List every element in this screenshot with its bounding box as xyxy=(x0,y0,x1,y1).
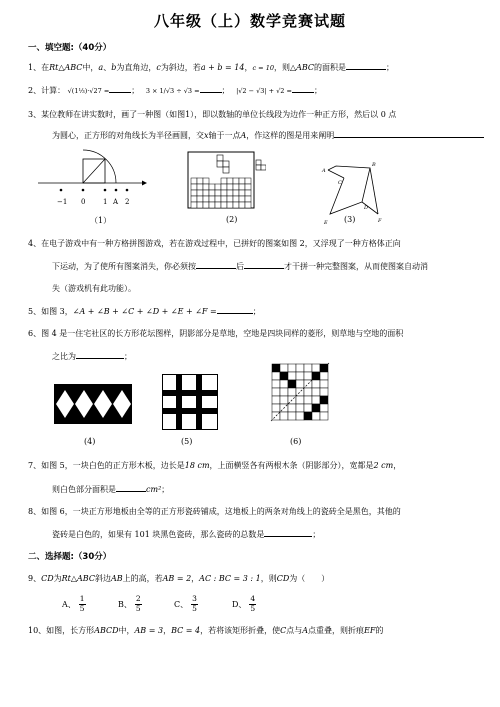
answer-blank[interactable] xyxy=(334,129,484,138)
white-tile xyxy=(312,380,320,388)
falling-piece xyxy=(217,155,229,173)
puzzle-tile xyxy=(233,202,239,208)
white-tile xyxy=(320,380,328,388)
white-tile xyxy=(312,364,320,372)
answer-blank[interactable] xyxy=(217,305,253,314)
answer-blank[interactable] xyxy=(346,61,386,70)
question-4-line-3: 失（游戏机有此功能）。 xyxy=(52,284,136,293)
question-10: 10、如图，长方形ABCD中，AB = 3，BC = 4，若将该矩形折叠，使C点与A点重叠，则折痕EF的 xyxy=(28,626,384,635)
puzzle-tile xyxy=(203,202,209,208)
puzzle-tile xyxy=(221,184,227,190)
white-tile xyxy=(312,412,320,420)
answer-blank[interactable] xyxy=(200,84,222,93)
white-tile xyxy=(304,364,312,372)
puzzle-tile xyxy=(245,202,251,208)
page-title: 八年级（上）数学竞赛试题 xyxy=(153,12,346,30)
figure-4-caption: (4) xyxy=(84,437,96,446)
white-tile xyxy=(296,412,304,420)
white-tile xyxy=(304,372,312,380)
puzzle-tile xyxy=(239,202,245,208)
white-tile xyxy=(296,388,304,396)
white-tile xyxy=(280,380,288,388)
white-tile xyxy=(288,388,296,396)
puzzle-tile xyxy=(245,178,251,184)
figure-6-caption: (6) xyxy=(290,437,302,446)
puzzle-tile xyxy=(191,196,197,202)
question-7-line-1: 7、如图 5，一块白色的正方形木板，边长是18 cm，上面横竖各有两根木条（阴影部分），宽都是2 cm， xyxy=(28,461,402,470)
puzzle-tile xyxy=(239,196,245,202)
white-tile xyxy=(296,364,304,372)
question-9: 9、CD为Rt△ABC斜边AB上的高，若AB = 2，AC : BC = 3 : 1，则CD为（ ） xyxy=(28,574,330,583)
puzzle-tile xyxy=(233,196,239,202)
white-tile xyxy=(272,380,280,388)
answer-blank[interactable] xyxy=(244,260,284,269)
svg-text:F: F xyxy=(378,218,382,224)
svg-text:E: E xyxy=(324,220,328,226)
next-piece xyxy=(256,160,266,170)
puzzle-tile xyxy=(215,190,221,196)
puzzle-tile xyxy=(221,196,227,202)
puzzle-tile xyxy=(215,196,221,202)
figure-4-flowerbed xyxy=(54,384,132,424)
puzzle-tile xyxy=(209,184,215,190)
black-tile xyxy=(280,372,288,380)
white-board xyxy=(163,375,218,430)
white-tile xyxy=(272,404,280,412)
question-2: 2、计算： √(1⅓)·√27 = ； 3 × 1/√3 ÷ √3 = ； |√2 − √3| + √2 = ； xyxy=(28,86,322,95)
white-tile xyxy=(296,396,304,404)
white-tile xyxy=(288,364,296,372)
figure-3-caption: (3) xyxy=(344,215,356,224)
white-tile xyxy=(280,388,288,396)
black-tile xyxy=(304,412,312,420)
white-tile xyxy=(312,396,320,404)
puzzle-tile xyxy=(227,202,233,208)
white-tile xyxy=(280,412,288,420)
puzzle-tile xyxy=(203,178,209,184)
section-multiple-choice: 二、选择题:（30分） xyxy=(28,552,112,562)
question-1: 1、在Rt△ABC中，a、b为直角边，c为斜边，若a + b = 14，c = 10，则△ABC的面积是 ； xyxy=(28,63,395,72)
figure-1-caption: （1） xyxy=(90,216,112,225)
puzzle-tile xyxy=(209,202,215,208)
square-diagonal xyxy=(83,159,105,183)
puzzle-tile xyxy=(203,196,209,202)
question-8-line-1: 8、如图 6，一块正方形地板由全等的正方形瓷砖铺成，这地板上的两条对角线上的瓷砖全是黑色，其他的 xyxy=(28,507,401,516)
puzzle-tile xyxy=(245,190,251,196)
tick-label: 0 xyxy=(81,198,86,206)
puzzle-tile xyxy=(209,190,215,196)
axis-arrow xyxy=(142,181,147,186)
tick-label: 1 xyxy=(103,198,108,206)
answer-blank[interactable] xyxy=(264,528,312,537)
question-8-line-2: 瓷砖是白色的，如果有 101 块黑色瓷砖，那么瓷砖的总数是 ； xyxy=(52,530,321,539)
figure-1-number-line xyxy=(38,148,148,210)
question-5: 5、如图 3，∠A + ∠B + ∠C + ∠D + ∠E + ∠F = ； xyxy=(28,307,261,316)
svg-text:A: A xyxy=(322,168,326,174)
white-tile xyxy=(296,404,304,412)
figure-6-tile-floor xyxy=(270,362,330,422)
white-tile xyxy=(312,388,320,396)
puzzle-tile xyxy=(197,202,203,208)
white-tile xyxy=(320,388,328,396)
puzzle-tile xyxy=(239,184,245,190)
figure-2-caption: (2) xyxy=(226,215,238,224)
white-tile xyxy=(280,364,288,372)
white-tile xyxy=(272,372,280,380)
white-tile xyxy=(296,380,304,388)
puzzle-tile xyxy=(245,196,251,202)
black-tile xyxy=(288,380,296,388)
puzzle-tile xyxy=(197,196,203,202)
puzzle-tile xyxy=(227,196,233,202)
puzzle-tile xyxy=(197,184,203,190)
answer-blank[interactable] xyxy=(116,483,146,492)
puzzle-tile xyxy=(209,196,215,202)
puzzle-tile xyxy=(203,184,209,190)
tick-label: A xyxy=(113,198,119,206)
puzzle-tile xyxy=(221,202,227,208)
question-6-line-2: 之比为 ； xyxy=(52,352,132,361)
puzzle-tile xyxy=(197,178,203,184)
puzzle-tile xyxy=(239,178,245,184)
puzzle-tile xyxy=(227,178,233,184)
puzzle-tile xyxy=(245,184,251,190)
white-tile xyxy=(272,388,280,396)
puzzle-tile xyxy=(191,202,197,208)
puzzle-tile xyxy=(239,190,245,196)
option-b[interactable]: B、 $\frac{2}{5}$ xyxy=(118,594,141,613)
question-3-line-2: 为圆心，正方形的对角线长为半径画圆，交x轴于一点A，作这样的图是用来阐明 xyxy=(52,129,484,142)
floor-tiles xyxy=(272,364,328,420)
answer-blank[interactable] xyxy=(76,350,124,359)
white-tile xyxy=(320,404,328,412)
puzzle-tile xyxy=(233,178,239,184)
tick-label: 2 xyxy=(125,198,130,206)
puzzle-tile xyxy=(221,190,227,196)
svg-text:B: B xyxy=(372,162,376,168)
puzzle-tile xyxy=(191,184,197,190)
question-7-line-2: 则白色部分面积是 cm²； xyxy=(52,485,170,494)
puzzle-tile xyxy=(215,202,221,208)
white-tile xyxy=(296,372,304,380)
white-tile xyxy=(280,396,288,404)
puzzle-tile xyxy=(191,190,197,196)
white-tile xyxy=(288,372,296,380)
option-a[interactable]: A、 $\frac{1}{5}$ xyxy=(62,594,85,613)
section-fill-in: 一、填空题:（40分） xyxy=(28,43,112,53)
option-c[interactable]: C、 $\frac{3}{5}$ xyxy=(174,594,197,613)
black-tile xyxy=(312,404,320,412)
question-6-line-1: 6、图 4 是一住宅社区的长方形花坛图样，阴影部分是草地，空地是四块同样的菱形，则草地与空地的面积 xyxy=(28,329,404,338)
white-tile xyxy=(272,396,280,404)
tile-grid xyxy=(191,178,251,208)
svg-text:C: C xyxy=(338,180,342,186)
question-4-line-2: 下运动，为了使所有图案消失，你必须按 后 才干拼一种完整图案，从而使图案自动消 xyxy=(52,262,428,271)
puzzle-tile xyxy=(233,190,239,196)
question-3-line-1: 3、某位教师在讲实数时，画了一种图（如图1），即以数轴的单位长线段为边作一种正方形，然后以 0 点 xyxy=(28,110,397,119)
puzzle-tile xyxy=(233,184,239,190)
answer-blank[interactable] xyxy=(109,84,131,93)
white-tile xyxy=(320,412,328,420)
black-tile xyxy=(272,364,280,372)
white-tile xyxy=(304,388,312,396)
svg-text:D: D xyxy=(364,205,369,211)
puzzle-tile xyxy=(215,184,221,190)
black-tile xyxy=(320,396,328,404)
option-d[interactable]: D、 $\frac{4}{5}$ xyxy=(232,594,256,613)
answer-blank[interactable] xyxy=(292,84,314,93)
white-tile xyxy=(288,404,296,412)
figure-5-board xyxy=(162,374,218,430)
answer-blank[interactable] xyxy=(196,260,236,269)
puzzle-tile xyxy=(191,178,197,184)
question-4-line-1: 4、在电子游戏中有一种方格拼图游戏，若在游戏过程中，已拼好的图案如图 2，又浮现了一种方格体正向 xyxy=(28,239,401,248)
puzzle-tile xyxy=(197,190,203,196)
puzzle-tile xyxy=(227,184,233,190)
figure-2-puzzle-grid xyxy=(186,150,266,210)
puzzle-tile xyxy=(221,178,227,184)
puzzle-tile xyxy=(227,190,233,196)
white-tile xyxy=(288,412,296,420)
tick-label: −1 xyxy=(57,198,68,206)
white-tile xyxy=(320,372,328,380)
puzzle-tile xyxy=(203,190,209,196)
white-tile xyxy=(304,396,312,404)
figure-5-caption: (5) xyxy=(181,437,193,446)
white-tile xyxy=(304,404,312,412)
